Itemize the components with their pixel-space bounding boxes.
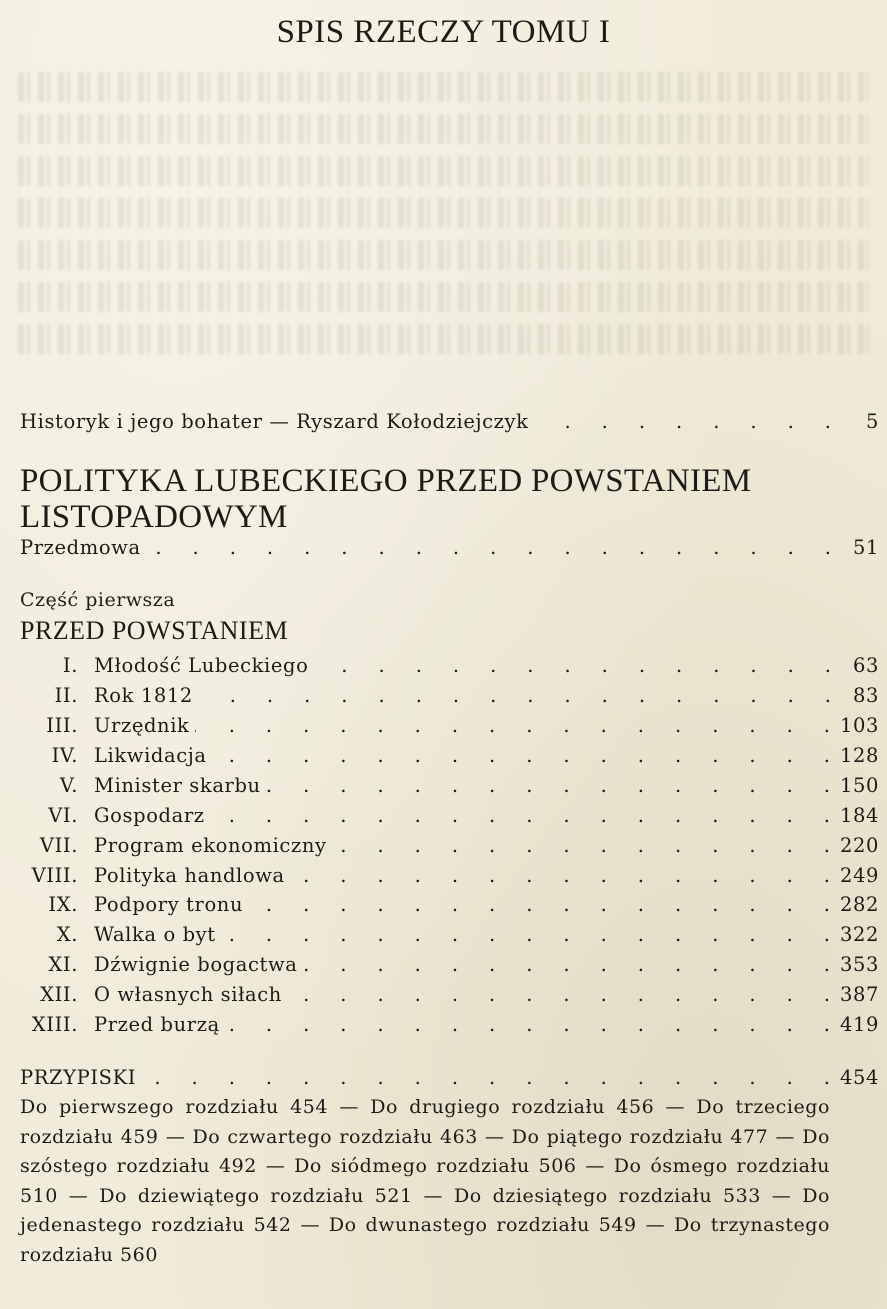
toc-entry-label: Przedmowa: [20, 536, 141, 559]
chapter-title: Podpory tronu: [94, 893, 244, 916]
chapter-page: 249: [839, 864, 879, 887]
bleed-through-text: [0, 60, 887, 390]
chapter-page: 184: [839, 804, 879, 827]
dot-leader: [314, 654, 831, 677]
chapter-number: I.: [62, 654, 78, 677]
chapter-number: VIII.: [31, 864, 78, 887]
chapter-number: XI.: [48, 953, 78, 976]
chapter-title: Polityka handlowa: [94, 864, 285, 887]
chapter-page: 63: [852, 654, 879, 677]
chapter-title: Rok 1812: [94, 684, 193, 707]
toc-entry-label: PRZYPISKI: [20, 1066, 137, 1089]
section-title: PRZED POWSTANIEM: [20, 616, 289, 645]
dot-leader: [267, 774, 830, 797]
chapter-page: 103: [839, 714, 879, 737]
dot-leader: [142, 1066, 830, 1089]
chapter-page: 322: [839, 923, 879, 946]
chapter-title: O własnych siłach: [94, 983, 282, 1006]
dot-leader: [535, 410, 831, 433]
dot-leader: [211, 804, 830, 827]
toc-entry-label: Historyk i jego bohater — Ryszard Kołodziejczyk: [20, 410, 529, 433]
toc-chapter[interactable]: [20, 774, 879, 797]
dot-leader: [222, 923, 830, 946]
toc-chapter[interactable]: [20, 864, 879, 887]
chapter-page: 220: [839, 834, 879, 857]
chapter-title: Program ekonomiczny: [94, 834, 327, 857]
chapter-number: IV.: [51, 744, 78, 767]
dot-leader: [249, 893, 830, 916]
chapter-title: Urzędnik: [94, 714, 190, 737]
dot-leader: [199, 684, 831, 707]
chapter-number: X.: [56, 923, 78, 946]
toc-chapter[interactable]: [20, 714, 879, 737]
chapter-page: 83: [852, 684, 879, 707]
part-title-line2: LISTOPADOWYM: [20, 499, 288, 535]
chapter-number: XIII.: [31, 1013, 78, 1036]
dot-leader: [195, 714, 830, 737]
dot-leader: [147, 536, 831, 559]
chapter-page: 150: [839, 774, 879, 797]
chapter-number: VI.: [48, 804, 78, 827]
chapter-title: Przed burzą: [94, 1013, 220, 1036]
chapter-page: 128: [839, 744, 879, 767]
chapter-page: 387: [839, 983, 879, 1006]
toc-chapter[interactable]: [20, 923, 879, 946]
toc-chapter[interactable]: [20, 834, 879, 857]
chapter-number: V.: [59, 774, 78, 797]
toc-entry-preface[interactable]: [20, 536, 879, 559]
notes-index-paragraph: Do pierwszego rozdziału 454 — Do drugiego rozdziału 456 — Do trzeciego rozdziału 459 — Do czwartego rozdziału 463 — Do piątego rozdziału 477 — Do szóstego rozdziału 492 — Do siódmego rozdziału 506 — Do ósmego rozdziału 510 — Do dziewiątego rozdziału 521 — Do dziesiątego rozdziału 533 — Do jedenastego rozdziału 542 — Do dwunastego rozdziału 549 — Do trzynastego rozdziału 560: [20, 1096, 830, 1266]
toc-chapter[interactable]: [20, 983, 879, 1006]
chapter-page: 282: [839, 893, 879, 916]
part-label: Część pierwsza: [20, 589, 176, 611]
chapter-number: XII.: [40, 983, 78, 1006]
toc-entry-notes[interactable]: [20, 1066, 879, 1089]
dot-leader: [213, 744, 830, 767]
chapter-title: Likwidacja: [94, 744, 207, 767]
chapter-page: 419: [839, 1013, 879, 1036]
dot-leader: [288, 983, 830, 1006]
chapter-number: VII.: [39, 834, 78, 857]
toc-chapter[interactable]: [20, 1013, 879, 1036]
dot-leader: [333, 834, 830, 857]
chapter-title: Walka o byt: [94, 923, 216, 946]
chapter-number: II.: [54, 684, 78, 707]
toc-chapter[interactable]: [20, 953, 879, 976]
dot-leader: [226, 1013, 830, 1036]
toc-chapter[interactable]: [20, 893, 879, 916]
chapter-number: III.: [46, 714, 78, 737]
toc-entry-intro[interactable]: [20, 410, 879, 433]
dot-leader: [303, 953, 830, 976]
toc-chapter[interactable]: [20, 684, 879, 707]
toc-entry-page: 5: [865, 410, 879, 433]
toc-chapter[interactable]: [20, 804, 879, 827]
part-title-line1: POLITYKA LUBECKIEGO PRZED POWSTANIEM: [20, 463, 752, 499]
chapter-title: Gospodarz: [94, 804, 205, 827]
chapter-page: 353: [839, 953, 879, 976]
chapter-title: Dźwignie bogactwa: [94, 953, 298, 976]
dot-leader: [291, 864, 830, 887]
toc-entry-page: 454: [839, 1066, 879, 1089]
chapter-number: IX.: [48, 893, 78, 916]
page-title: SPIS RZECZY TOMU I: [276, 14, 611, 50]
toc-entry-page: 51: [852, 536, 879, 559]
toc-chapter[interactable]: [20, 654, 879, 677]
chapter-title: Młodość Lubeckiego: [94, 654, 309, 677]
chapter-title: Minister skarbu: [94, 774, 261, 797]
toc-chapter[interactable]: [20, 744, 879, 767]
